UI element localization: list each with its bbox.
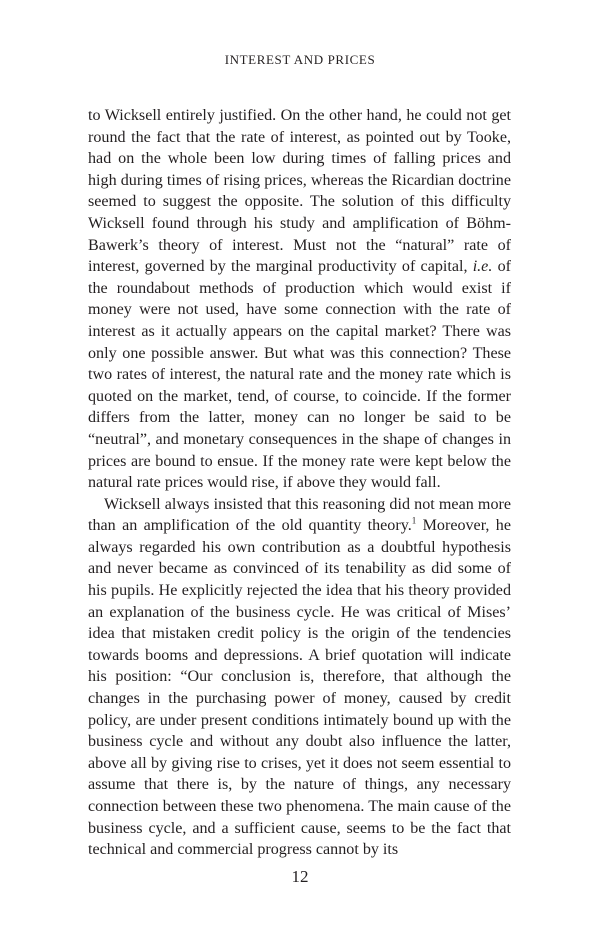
running-head: INTEREST AND PRICES — [224, 52, 376, 67]
paragraph-1-text-a: to Wicksell entirely justified. On the other hand, he could not get round the fact that the rate of interest, as pointed out by Tooke, had on the whole been low during times of falling prices and high during times of rising prices, whereas the Ricardian doctrine seemed to suggest the opposite. The solution of this difficulty Wicksell found through his study and amplification of Böhm-Bawerk’s theory of interest. Must not the “natural” rate of interest, governed by the marginal productivity of capital, — [88, 107, 511, 276]
footnote-reference: 1 — [411, 515, 417, 526]
paragraph-1-text-b: of the roundabout methods of production which would exist if money were not used, have some connection with the rate of interest as it actually appears on the capital market? There was only one possible answer. But what was this connection? These two rates of interest, the natural rate and the money rate which is quoted on the market, tend, of course, to coincide. If the former differs from the latter, money can no longer be said to be “neutral”, and monetary consequences in the shape of changes in prices are bound to ensue. If the money rate were kept below the natural rate prices would rise, if above they would fall. — [88, 258, 511, 492]
paragraph-2 — [88, 494, 511, 861]
body-text — [88, 105, 511, 861]
page-number: 12 — [291, 867, 309, 886]
paragraph-1-italic-ie: i.e. — [472, 258, 493, 276]
paragraph-2-text-b: Moreover, he always regarded his own contribution as a doubtful hypothesis and never became as convinced of its tenability as did some of his pupils. He explicitly rejected the idea that his theory provided an explanation of the business cycle. He was critical of Mises’ idea that mistaken credit policy is the origin of the tendencies towards booms and depressions. A brief quotation will indicate his position: “Our conclusion is, therefore, that although the changes in the purchasing power of money, caused by credit policy, are under present conditions intimately bound up with the business cycle and without any doubt also influence the latter, above all by giving rise to crises, yet it does not seem essential to assume that there is, by the nature of things, any necessary connection between these two phenomena. The main cause of the business cycle, and a sufficient cause, seems to be the fact that technical and commercial progress cannot by its — [88, 517, 511, 859]
paragraph-2-text-a: Wicksell always insisted that this reasoning did not mean more than an amplification of the old quantity theory. — [88, 495, 511, 535]
paragraph-1 — [88, 105, 511, 494]
